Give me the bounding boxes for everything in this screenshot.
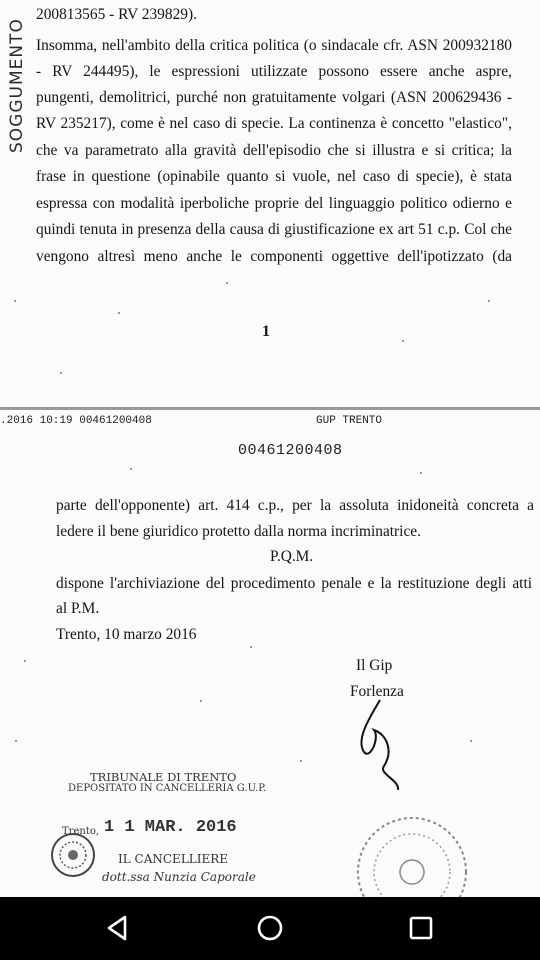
round-seal-large [354, 810, 470, 897]
stamp-date: 1 1 MAR. 2016 [104, 818, 237, 837]
round-seal-small [50, 832, 96, 878]
text-line: parte dell'opponente) art. 414 c.p., per la assoluta inidoneità concreta a [56, 497, 534, 514]
stamp-clerk-name: dott.ssa Nunzia Caporale [102, 870, 256, 884]
document-page-1 [0, 0, 540, 408]
text-line: al P.M. [56, 600, 100, 617]
pqm-heading: P.Q.M. [270, 548, 314, 565]
text-line: ledere il bene giuridico protetto dalla norma incriminatrice. [56, 523, 421, 540]
text-line: che va parametrato alla gravità dell'episodio che si illustra e si critica; la [36, 142, 512, 159]
handwritten-signature [350, 680, 430, 790]
stamp-city: Trento, [62, 826, 100, 837]
text-line: RV 235217), come è nel caso di specie. La continenza è concetto "elastico", [36, 115, 512, 132]
fax-header-left: .2016 10:19 00461200408 [0, 415, 152, 427]
document-page-2 [0, 410, 540, 897]
handwritten-margin-note: SOGGUMENTO [7, 18, 27, 153]
stamp-clerk-title: IL CANCELLIERE [118, 852, 229, 866]
fax-number: 00461200408 [238, 442, 343, 459]
home-icon[interactable] [253, 911, 287, 945]
android-navigation-bar [0, 897, 540, 960]
fax-header-right: GUP TRENTO [316, 415, 383, 427]
judge-title: Il Gip [356, 657, 393, 674]
judge-name: Forlenza [350, 683, 404, 700]
text-line: quindi tenuta in presenza della causa di giustificazione ex art 51 c.p. Col che [36, 221, 512, 238]
text-line: 200813565 - RV 239829). [36, 6, 197, 23]
text-line: frase in questione (opinabile quanto si vuole, nel caso di specie), è stata [36, 168, 512, 185]
text-line: espressa con modalità iperboliche proprie del linguaggio politico odierno e [36, 195, 512, 212]
recents-icon[interactable] [404, 911, 438, 945]
stamp-deposit: DEPOSITATO IN CANCELLERIA G.U.P. [68, 783, 267, 794]
text-line: vengono altresì meno anche le componenti oggettive dell'ipotizzato (da [36, 248, 512, 265]
stamp-court: TRIBUNALE DI TRENTO [90, 770, 237, 784]
text-line: Insomma, nell'ambito della critica politica (o sindacale cfr. ASN 200932180 [36, 37, 512, 54]
place-date: Trento, 10 marzo 2016 [56, 626, 197, 643]
back-icon[interactable] [100, 911, 134, 945]
page-number: 1 [262, 323, 270, 340]
text-line: dispone l'archiviazione del procedimento penale e la restituzione degli atti [56, 575, 532, 592]
text-line: - RV 244495), le espressioni utilizzate possono essere anche aspre, [36, 63, 512, 80]
text-line: pungenti, demolitrici, purché non gratuitamente volgari (ASN 200629436 - [36, 89, 512, 106]
